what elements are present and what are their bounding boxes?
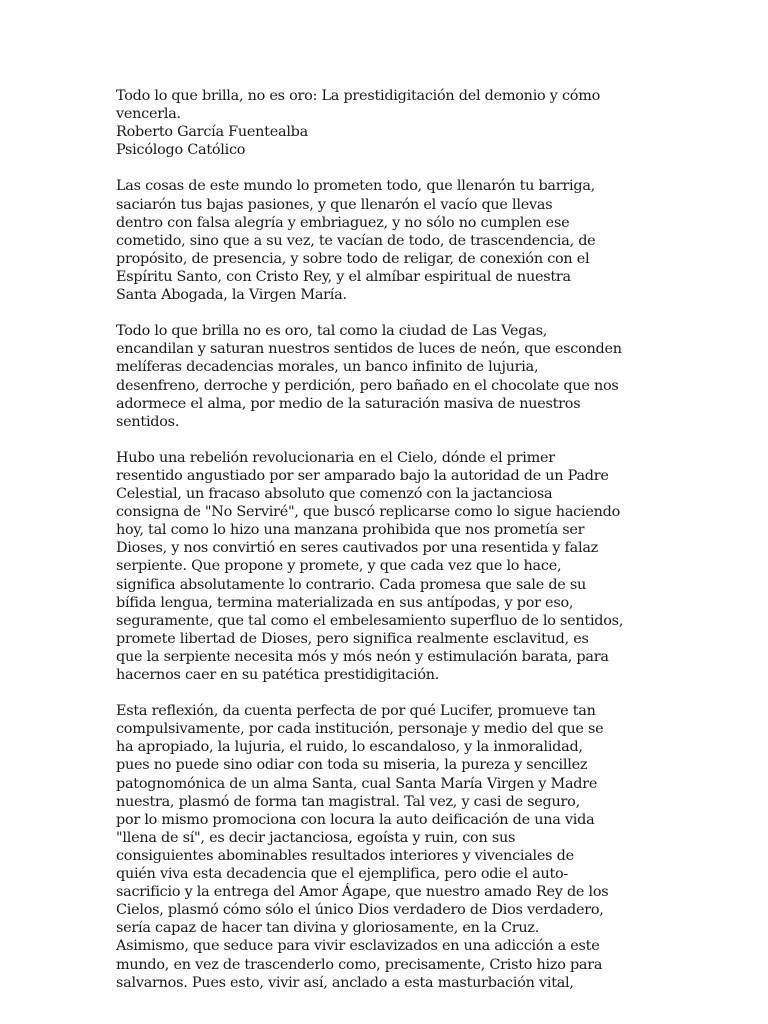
paragraph <box>116 177 652 304</box>
text-line: cometido, sino que a su vez, te vacían de todo, de trascendencia, de <box>116 232 596 249</box>
text-line: Las cosas de este mundo lo prometen todo, que llenarón tu barriga, <box>116 178 595 195</box>
text-line: Asimismo, que seduce para vivir esclavizados en una adicción a este <box>116 938 600 955</box>
text-line: resentido angustiado por ser amparado bajo la autoridad de un Padre <box>116 467 609 484</box>
text-line: sacrificio y la entrega del Amor Ágape, que nuestro amado Rey de los <box>116 884 609 901</box>
document-page <box>116 87 652 1010</box>
text-line: Cielos, plasmó cómo sólo el único Dios verdadero de Dios verdadero, <box>116 902 604 919</box>
text-line: Espíritu Santo, con Cristo Rey, y el almíbar espiritual de nuestra <box>116 268 571 285</box>
text-line: bífida lengua, termina materializada en sus antípodas, y por eso, <box>116 594 574 611</box>
text-line: ha apropiado, la lujuria, el ruido, lo escandaloso, y la inmoralidad, <box>116 739 583 756</box>
text-line: "llena de sí", es decir jactanciosa, egoísta y ruin, con sus <box>116 829 516 846</box>
text-line: propósito, de presencia, y sobre todo de religar, de conexión con el <box>116 250 590 267</box>
text-line: mundo, en vez de trascenderlo como, precisamente, Cristo hizo para <box>116 956 603 973</box>
text-line: serpiente. Que propone y promete, y que cada vez que lo hace, <box>116 558 562 575</box>
text-line: sentidos. <box>116 413 180 430</box>
text-line: dentro con falsa alegría y embriaguez, y no sólo no cumplen ese <box>116 214 570 231</box>
paragraph <box>116 449 652 684</box>
paragraph <box>116 322 652 431</box>
text-line: Todo lo que brilla no es oro, tal como la ciudad de Las Vegas, <box>116 323 548 340</box>
document-header <box>116 87 652 159</box>
text-line: nuestra, plasmó de forma tan magistral. Tal vez, y casi de seguro, <box>116 793 580 810</box>
text-line: promete libertad de Dioses, pero significa realmente esclavitud, es <box>116 630 589 647</box>
text-line: Hubo una rebelión revolucionaria en el Cielo, dónde el primer <box>116 449 555 466</box>
text-line: patognomónica de un alma Santa, cual Santa María Virgen y Madre <box>116 775 598 792</box>
document-body <box>116 177 652 991</box>
text-line: por lo mismo promociona con locura la auto deificación de una vida <box>116 811 595 828</box>
text-line: desenfreno, derroche y perdición, pero bañado en el chocolate que nos <box>116 377 619 394</box>
text-line: quién viva esta decadencia que el ejemplifica, pero odie el auto- <box>116 866 569 883</box>
text-line: encandilan y saturan nuestros sentidos de luces de neón, que esconden <box>116 341 622 358</box>
paragraph <box>116 702 652 992</box>
text-line: sería capaz de hacer tan divina y gloriosamente, en la Cruz. <box>116 920 540 937</box>
text-line: significa absolutamente lo contrario. Cada promesa que sale de su <box>116 576 587 593</box>
text-line: consigna de "No Serviré", que buscó replicarse como lo sigue haciendo <box>116 504 620 521</box>
text-line: Esta reflexión, da cuenta perfecta de por qué Lucifer, promueve tan <box>116 703 596 720</box>
title-line-2: vencerla. <box>116 106 181 123</box>
text-line: adormece el alma, por medio de la saturación masiva de nuestros <box>116 395 581 412</box>
title-line-1: Todo lo que brilla, no es oro: La prestidigitación del demonio y cómo <box>116 88 601 104</box>
text-line: Santa Abogada, la Virgen María. <box>116 287 347 304</box>
text-line: hacernos caer en su patética prestidigitación. <box>116 667 440 683</box>
text-line: hoy, tal como lo hizo una manzana prohibida que nos prometía ser <box>116 522 585 539</box>
text-line: Celestial, un fracaso absoluto que comenzó con la jactanciosa <box>116 486 553 503</box>
text-line: compulsivamente, por cada institución, personaje y medio del que se <box>116 721 604 738</box>
text-line: melíferas decadencias morales, un banco infinito de lujuria, <box>116 359 539 376</box>
text-line: que la serpiente necesita mós y mós neón y estimulación barata, para <box>116 648 609 665</box>
author-role: Psicólogo Católico <box>116 142 246 159</box>
text-line: pues no puede sino odiar con toda su miseria, la pureza y sencillez <box>116 757 588 774</box>
text-line: Dioses, y nos convirtió en seres cautivados por una resentida y falaz <box>116 540 598 557</box>
text-line: salvarnos. Pues esto, vivir así, anclado a esta masturbación vital, <box>116 974 574 991</box>
text-line: saciarón tus bajas pasiones, y que llenarón el vacío que llevas <box>116 196 553 213</box>
author-name: Roberto García Fuentealba <box>116 124 308 141</box>
text-line: consiguientes abominables resultados interiores y vivenciales de <box>116 847 574 864</box>
text-line: seguramente, que tal como el embelesamiento superfluo de lo sentidos, <box>116 612 624 629</box>
